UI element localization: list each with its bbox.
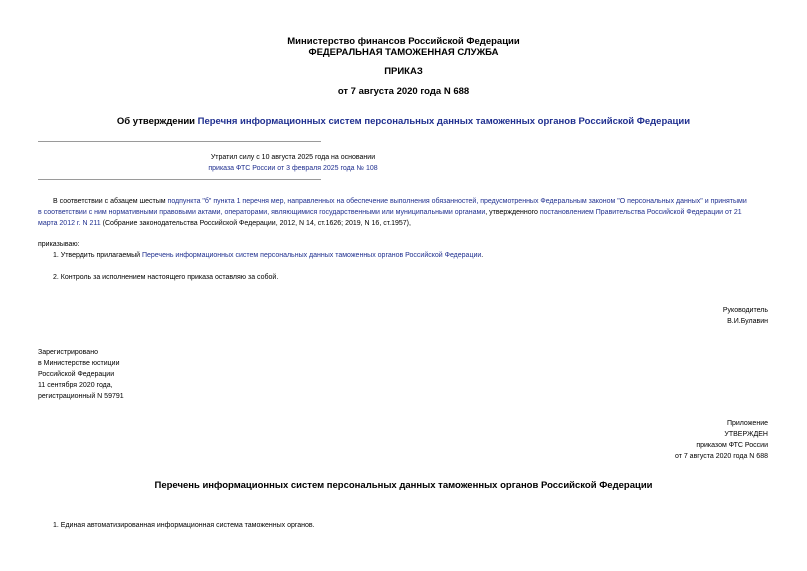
appendix-label: Приложение xyxy=(726,420,768,427)
preamble-link-4[interactable]: марта 2012 г. N 211 xyxy=(38,220,101,227)
appendix-approved: УТВЕРЖДЕН xyxy=(724,431,768,438)
order-item-2: 2. Контроль за исполнением настоящего приказа оставляю за собой. xyxy=(53,274,279,281)
preamble-text-1: В соответствии с абзацем шестым xyxy=(53,198,168,205)
appendix-item-1: 1. Единая автоматизированная информационная система таможенных органов. xyxy=(53,522,315,529)
status-repeal-link[interactable]: приказа ФТС России от 3 февраля 2025 года № 108 xyxy=(208,165,378,172)
signature-position: Руководитель xyxy=(722,307,768,314)
document-type: ПРИКАЗ xyxy=(384,66,423,77)
appendix-order-ref: приказом ФТС России xyxy=(696,442,768,449)
order-item-1-prefix: 1. Утвердить прилагаемый xyxy=(53,252,142,259)
order-item-1 xyxy=(53,250,773,261)
order-item-1-link[interactable]: Перечень информационных систем персональных данных таможенных органов Российской Федерации xyxy=(141,252,482,259)
appendix-title: Перечень информационных систем персональных данных таможенных органов Российской Федерации xyxy=(154,480,653,491)
signature-name: В.И.Булавин xyxy=(727,318,768,325)
registration-line-4: 11 сентября 2020 года, xyxy=(38,382,113,389)
preamble-line1 xyxy=(38,196,773,207)
preamble-link-2[interactable]: в соответствии с ним нормативными правовыми актами, операторами, являющимися государственными или муниципальными органами xyxy=(38,209,486,216)
preamble-text-3: (Собрание законодательства Российской Федерации, 2012, N 14, ст.1626; 2019, N 16, ст.1957), xyxy=(100,220,411,227)
document-title xyxy=(0,116,807,127)
ministry-title: Министерство финансов Российской Федерации xyxy=(287,36,520,47)
service-title: ФЕДЕРАЛЬНАЯ ТАМОЖЕННАЯ СЛУЖБА xyxy=(308,47,499,58)
order-item-1-suffix: . xyxy=(481,252,484,259)
order-verb: приказываю: xyxy=(38,241,80,248)
status-top-divider xyxy=(38,141,321,142)
preamble-line2 xyxy=(38,207,773,218)
appendix-order-date: от 7 августа 2020 года N 688 xyxy=(674,453,768,460)
preamble-text-2: , утвержденного xyxy=(485,209,540,216)
status-bottom-divider xyxy=(38,179,321,180)
preamble-line3 xyxy=(38,218,773,229)
preamble-link-1[interactable]: подпункта "б" пункта 1 перечня мер, направленных на обеспечение выполнения обязанностей, предусмотренных Федеральным законом "О персональных данных" и принятыми xyxy=(167,198,747,205)
registration-line-2: в Министерстве юстиции xyxy=(38,360,120,367)
document-title-prefix: Об утверждении xyxy=(116,116,198,127)
preamble-link-3[interactable]: постановлением Правительства Российской Федерации от 21 xyxy=(539,209,742,216)
document-date: от 7 августа 2020 года N 688 xyxy=(337,86,470,97)
status-text: Утратил силу с 10 августа 2025 года на основании xyxy=(210,154,376,161)
registration-line-5: регистрационный N 59791 xyxy=(38,393,124,400)
registration-line-3: Российской Федерации xyxy=(38,371,115,378)
registration-line-1: Зарегистрировано xyxy=(38,349,98,356)
document-title-link[interactable]: Перечня информационных систем персональных данных таможенных органов Российской Федерации xyxy=(197,116,691,127)
